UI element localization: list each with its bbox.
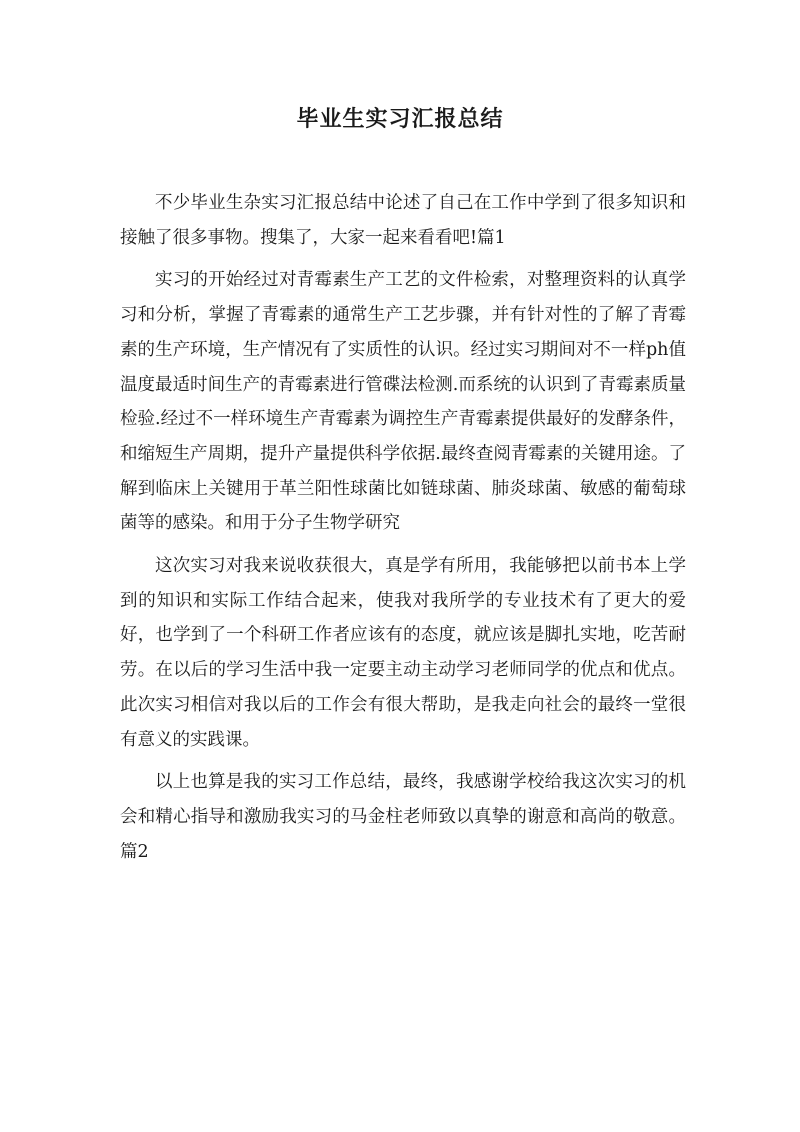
document-body: [120, 186, 686, 877]
paragraph-intro: 不少毕业生杂实习汇报总结中论述了自己在工作中学到了很多知识和接触了很多事物。搜集了，大家一起来看看吧!篇1: [120, 193, 686, 248]
paragraph-thanks: 以上也算是我的实习工作总结，最终，我感谢学校给我这次实习的机会和精心指导和激励我实习的马金柱老师致以真挚的谢意和高尚的敬意。篇2: [120, 772, 686, 862]
document-title: 毕业生实习汇报总结: [296, 106, 504, 132]
paragraph-gains: 这次实习对我来说收获很大，真是学有所用，我能够把以前书本上学到的知识和实际工作结合起来，使我对我所学的专业技术有了更大的爱好，也学到了一个科研工作者应该有的态度，就应该是脚扎实地，吃苦耐劳。在以后的学习生活中我一定要主动主动学习老师同学的优点和优点。此次实习相信对我以后的工作会有很大帮助，是我走向社会的最终一堂很有意义的实践课。: [120, 556, 686, 750]
paragraph-internship-process: 实习的开始经过对青霉素生产工艺的文件检索，对整理资料的认真学习和分析，掌握了青霉素的通常生产工艺步骤，并有针对性的了解了青霉素的生产环境，生产情况有了实质性的认识。经过实习期间对不一样ph值温度最适时间生产的青霉素进行管碟法检测.而系统的认识到了青霉素质量检验.经过不一样环境生产青霉素为调控生产青霉素提供最好的发酵条件，和缩短生产周期，提升产量提供科学依据.最终查阅青霉素的关键用途。了解到临床上关键用于革兰阳性球菌比如链球菌、肺炎球菌、敏感的葡萄球菌等的感染。和用于分子生物学研究: [120, 270, 686, 534]
